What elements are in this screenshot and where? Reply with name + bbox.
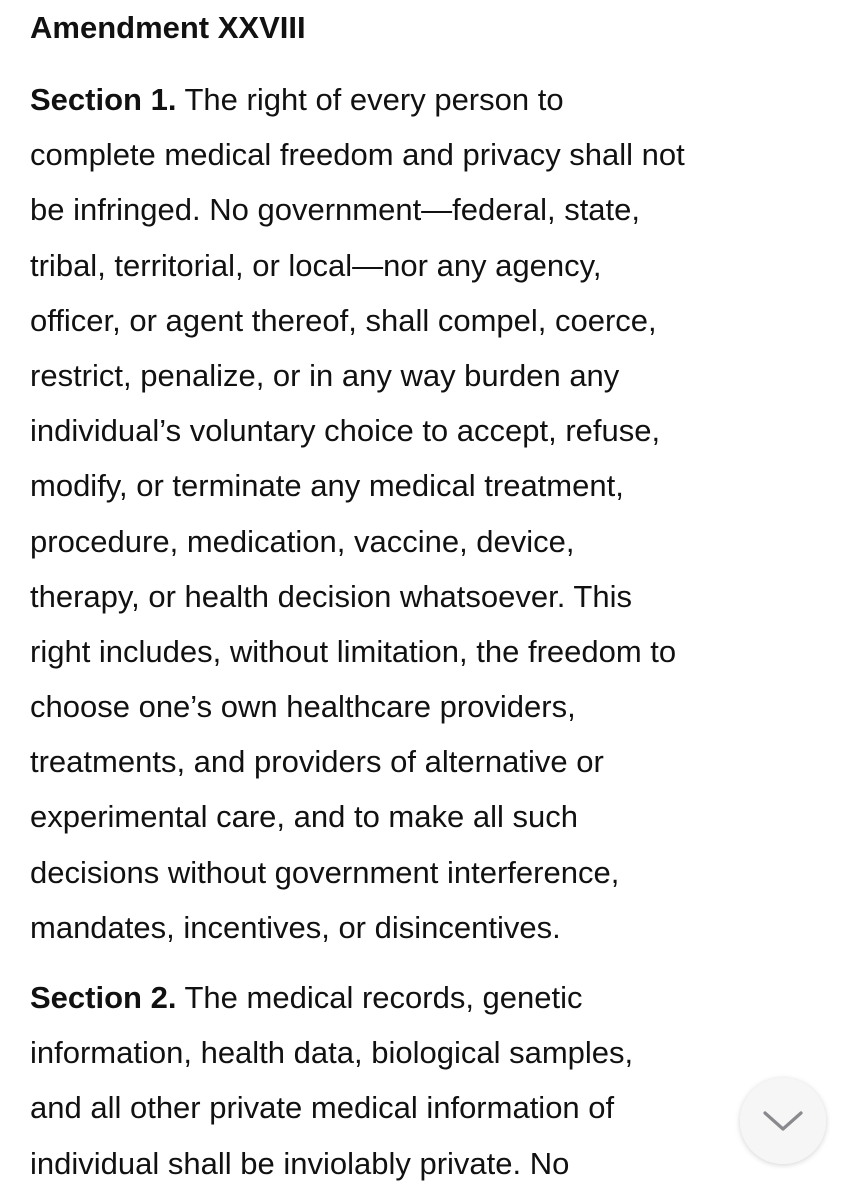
section-line: choose one’s own healthcare providers, (30, 689, 576, 725)
section-2-label: Section 2. (30, 980, 177, 1015)
section-line: and all other private medical information of (30, 1090, 615, 1126)
section-line (30, 72, 845, 127)
chevron-down-icon (762, 1109, 804, 1133)
section-line: experimental care, and to make all such (30, 799, 578, 835)
section-line: decisions without government interference, (30, 854, 620, 890)
section-1-first-line: The right of every person to (176, 82, 564, 117)
amendment-title: Amendment XXVIII (30, 10, 306, 45)
section-line: complete medical freedom and privacy shall not (30, 137, 685, 173)
section-line: restrict, penalize, or in any way burden any (30, 357, 620, 393)
section-line: modify, or terminate any medical treatment, (30, 468, 624, 504)
section-2 (30, 970, 845, 1191)
section-1-label: Section 1. (30, 82, 177, 117)
section-line: mandates, incentives, or disincentives. (30, 909, 561, 945)
section-line: be infringed. No government—federal, state, (30, 192, 641, 228)
section-line (30, 970, 845, 1025)
section-line: treatments, and providers of alternative or (30, 744, 604, 780)
section-2-first-line: The medical records, genetic (176, 980, 583, 1015)
section-line: officer, or agent thereof, shall compel, coerce, (30, 302, 657, 338)
section-line: tribal, territorial, or local—nor any agency, (30, 247, 602, 283)
section-line: information, health data, biological samples, (30, 1035, 634, 1071)
section-line: right includes, without limitation, the freedom to (30, 633, 677, 669)
section-line: procedure, medication, vaccine, device, (30, 523, 575, 559)
scroll-down-button[interactable] (740, 1078, 826, 1164)
section-line: individual shall be inviolably private. No (30, 1145, 570, 1181)
section-line: therapy, or health decision whatsoever. This (30, 578, 632, 614)
section-line: individual’s voluntary choice to accept, refuse, (30, 413, 661, 449)
section-1 (30, 72, 845, 955)
